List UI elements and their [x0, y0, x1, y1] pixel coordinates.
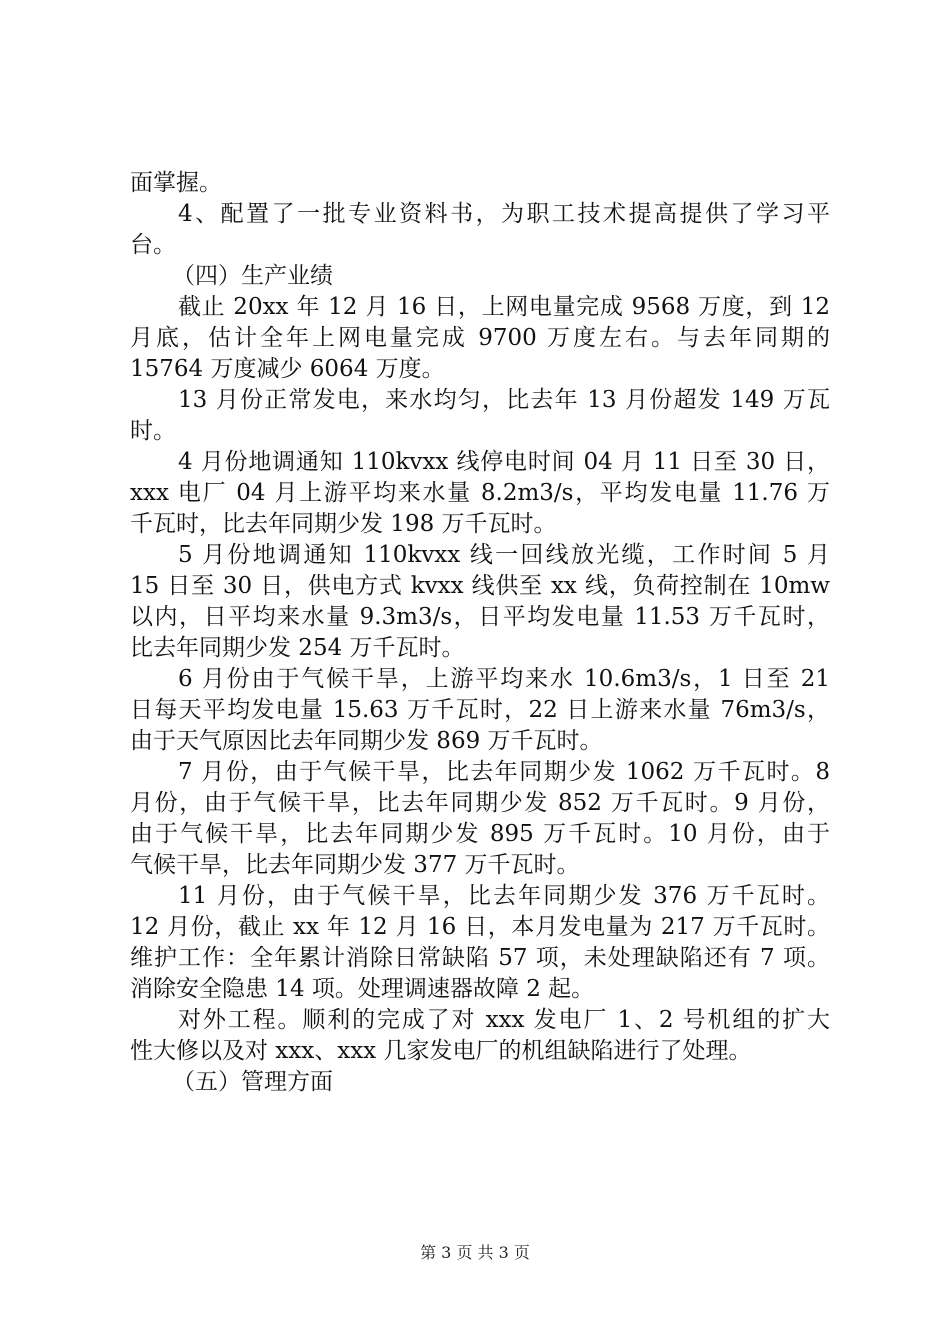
- paragraph-p5: [130, 385, 830, 447]
- text-line: 维护工作：全年累计消除日常缺陷 57 项，未处理缺陷还有 7 项。: [130, 945, 830, 971]
- paragraph-p9: [130, 757, 830, 881]
- paragraph-p10: [130, 881, 830, 1005]
- paragraph-p3: [130, 261, 830, 292]
- text-line: 由于气候干旱，比去年同期少发 895 万千瓦时。10 月份，由于: [130, 821, 830, 847]
- text-line: （五）管理方面: [172, 1069, 333, 1095]
- paragraph-p7: [130, 540, 830, 664]
- text-line: xxx 电厂 04 月上游平均来水量 8.2m3/s，平均发电量 11.76 万: [130, 480, 830, 506]
- paragraph-p2: [130, 199, 830, 261]
- text-line: 性大修以及对 xxx、xxx 几家发电厂的机组缺陷进行了处理。: [130, 1038, 752, 1064]
- paragraph-p1: [130, 168, 830, 199]
- text-line: 日每天平均发电量 15.63 万千瓦时，22 日上游来水量 76m3/s，: [130, 697, 830, 723]
- text-line: 月底，估计全年上网电量完成 9700 万度左右。与去年同期的: [130, 325, 830, 351]
- text-line: 13 月份正常发电，来水均匀，比去年 13 月份超发 149 万瓦: [178, 387, 830, 413]
- text-line: 6 月份由于气候干旱，上游平均来水 10.6m3/s，1 日至 21: [178, 666, 830, 692]
- text-line: （四）生产业绩: [172, 263, 333, 289]
- text-line: 15764 万度减少 6064 万度。: [130, 356, 445, 382]
- text-line: 气候干旱，比去年同期少发 377 万千瓦时。: [130, 852, 580, 878]
- text-line: 5 月份地调通知 110kvxx 线一回线放光缆，工作时间 5 月: [178, 542, 830, 568]
- paragraph-p8: [130, 664, 830, 757]
- text-line: 以内，日平均来水量 9.3m3/s，日平均发电量 11.53 万千瓦时，: [130, 604, 830, 630]
- document-body: [130, 168, 830, 1098]
- text-line: 11 月份，由于气候干旱，比去年同期少发 376 万千瓦时。: [178, 883, 830, 909]
- text-line: 12 月份，截止 xx 年 12 月 16 日，本月发电量为 217 万千瓦时。: [130, 914, 830, 940]
- text-line: 月份，由于气候干旱，比去年同期少发 852 万千瓦时。9 月份，: [130, 790, 830, 816]
- paragraph-p11: [130, 1005, 830, 1067]
- paragraph-p4: [130, 292, 830, 385]
- text-line: 4、配置了一批专业资料书，为职工技术提高提供了学习平: [178, 201, 830, 227]
- text-line: 7 月份，由于气候干旱，比去年同期少发 1062 万千瓦时。8: [178, 759, 830, 785]
- text-line: 对外工程。顺利的完成了对 xxx 发电厂 1、2 号机组的扩大: [178, 1007, 830, 1033]
- text-line: 面掌握。: [130, 170, 222, 196]
- text-line: 比去年同期少发 254 万千瓦时。: [130, 635, 465, 661]
- text-line: 15 日至 30 日，供电方式 kvxx 线供至 xx 线，负荷控制在 10mw: [130, 573, 830, 599]
- page-footer: 第 3 页 共 3 页: [420, 1243, 530, 1262]
- text-line: 千瓦时，比去年同期少发 198 万千瓦时。: [130, 511, 557, 537]
- text-line: 台。: [130, 232, 176, 258]
- paragraph-p12: [130, 1067, 830, 1098]
- text-line: 截止 20xx 年 12 月 16 日，上网电量完成 9568 万度，到 12: [178, 294, 830, 320]
- text-line: 由于天气原因比去年同期少发 869 万千瓦时。: [130, 728, 603, 754]
- text-line: 时。: [130, 418, 176, 444]
- paragraph-p6: [130, 447, 830, 540]
- text-line: 4 月份地调通知 110kvxx 线停电时间 04 月 11 日至 30 日，: [178, 449, 830, 475]
- text-line: 消除安全隐患 14 项。处理调速器故障 2 起。: [130, 976, 595, 1002]
